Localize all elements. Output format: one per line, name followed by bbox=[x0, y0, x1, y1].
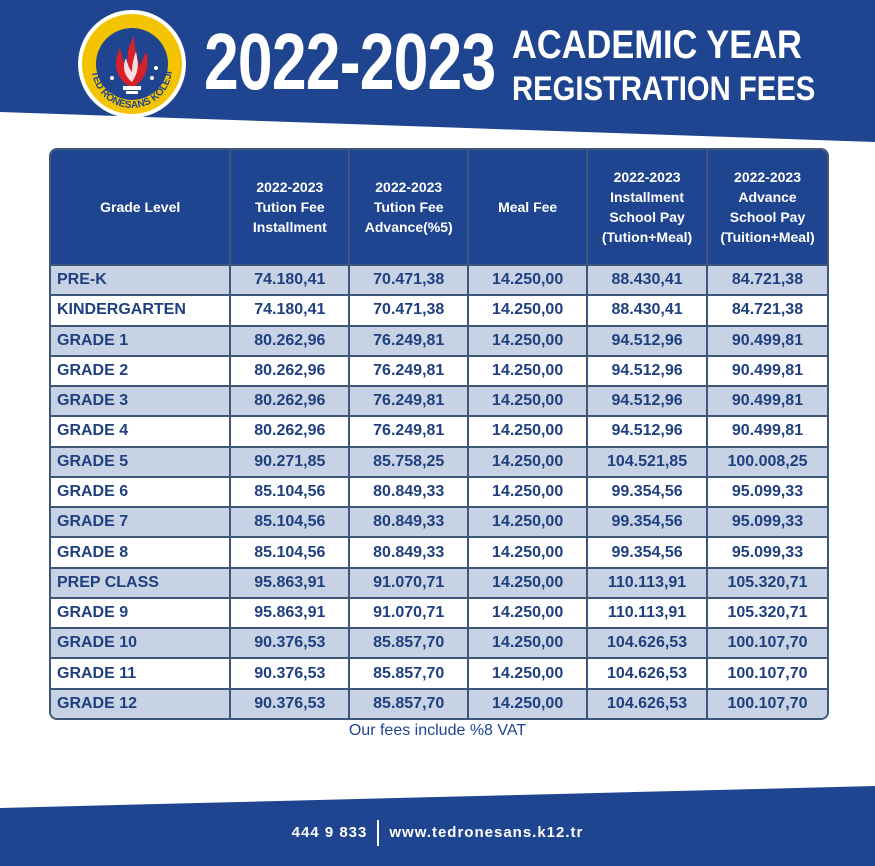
fee-cell: 100.107,70 bbox=[707, 628, 827, 658]
fee-cell: 88.430,41 bbox=[587, 265, 707, 295]
grade-level-cell: GRADE 5 bbox=[51, 447, 230, 477]
logo-text: TED RÖNESANS KOLEJİ bbox=[89, 70, 175, 112]
fee-cell: 14.250,00 bbox=[468, 568, 587, 598]
grade-level-cell: GRADE 1 bbox=[51, 326, 230, 356]
fee-cell: 94.512,96 bbox=[587, 356, 707, 386]
fee-cell: 76.249,81 bbox=[349, 386, 468, 416]
grade-level-cell: PREP CLASS bbox=[51, 568, 230, 598]
header-tuition-advance bbox=[349, 150, 468, 265]
fee-cell: 100.107,70 bbox=[707, 658, 827, 688]
title-line-1: ACADEMIC YEAR bbox=[512, 23, 802, 67]
fee-cell: 74.180,41 bbox=[230, 295, 349, 325]
fee-cell: 85.857,70 bbox=[349, 628, 468, 658]
fee-cell: 99.354,56 bbox=[587, 537, 707, 567]
fee-cell: 88.430,41 bbox=[587, 295, 707, 325]
header-line: Advance(%5) bbox=[364, 219, 453, 235]
vat-note: Our fees include %8 VAT bbox=[348, 722, 527, 739]
fees-table-container bbox=[49, 148, 829, 720]
header-line: Meal Fee bbox=[498, 199, 558, 215]
header-installment-school-pay bbox=[587, 150, 707, 265]
header-line: Advance bbox=[738, 189, 797, 205]
fee-cell: 94.512,96 bbox=[587, 326, 707, 356]
fee-cell: 84.721,38 bbox=[707, 265, 827, 295]
fee-cell: 104.626,53 bbox=[587, 689, 707, 718]
fee-cell: 94.512,96 bbox=[587, 416, 707, 446]
grade-level-cell: GRADE 11 bbox=[51, 658, 230, 688]
fee-cell: 90.376,53 bbox=[230, 628, 349, 658]
fee-cell: 105.320,71 bbox=[707, 598, 827, 628]
fee-cell: 91.070,71 bbox=[349, 598, 468, 628]
fee-cell: 70.471,38 bbox=[349, 265, 468, 295]
grade-level-cell: KINDERGARTEN bbox=[51, 295, 230, 325]
fee-cell: 14.250,00 bbox=[468, 265, 587, 295]
fee-cell: 14.250,00 bbox=[468, 598, 587, 628]
fee-cell: 95.099,33 bbox=[707, 537, 827, 567]
fee-cell: 99.354,56 bbox=[587, 477, 707, 507]
fee-cell: 76.249,81 bbox=[349, 416, 468, 446]
fee-cell: 105.320,71 bbox=[707, 568, 827, 598]
fee-cell: 80.849,33 bbox=[349, 507, 468, 537]
header-line: Installment bbox=[252, 219, 327, 235]
table-row bbox=[51, 689, 827, 718]
website-link[interactable]: www.tedronesans.k12.tr bbox=[389, 823, 584, 841]
header-line: 2022-2023 bbox=[375, 179, 443, 195]
fee-cell: 104.626,53 bbox=[587, 658, 707, 688]
fee-cell: 14.250,00 bbox=[468, 386, 587, 416]
fee-cell: 76.249,81 bbox=[349, 326, 468, 356]
fee-cell: 84.721,38 bbox=[707, 295, 827, 325]
grade-level-cell: GRADE 10 bbox=[51, 628, 230, 658]
fee-cell: 70.471,38 bbox=[349, 295, 468, 325]
fee-cell: 85.857,70 bbox=[349, 658, 468, 688]
table-row bbox=[51, 658, 827, 688]
title-line-2: REGISTRATION FEES bbox=[512, 70, 816, 108]
table-row bbox=[51, 295, 827, 325]
header-line: Installment bbox=[610, 189, 684, 205]
footer-contact bbox=[0, 820, 875, 846]
footer-divider bbox=[377, 820, 379, 846]
fee-cell: 14.250,00 bbox=[468, 628, 587, 658]
fee-cell: 110.113,91 bbox=[587, 598, 707, 628]
table-row bbox=[51, 598, 827, 628]
fee-cell: 80.262,96 bbox=[230, 416, 349, 446]
fee-cell: 85.104,56 bbox=[230, 537, 349, 567]
grade-level-cell: GRADE 8 bbox=[51, 537, 230, 567]
fee-cell: 95.863,91 bbox=[230, 568, 349, 598]
table-row bbox=[51, 537, 827, 567]
fee-cell: 14.250,00 bbox=[468, 658, 587, 688]
header-line: 2022-2023 bbox=[613, 169, 681, 185]
title-block bbox=[512, 22, 815, 110]
fee-cell: 14.250,00 bbox=[468, 507, 587, 537]
fee-cell: 100.107,70 bbox=[707, 689, 827, 718]
fee-cell: 14.250,00 bbox=[468, 416, 587, 446]
grade-level-cell: PRE-K bbox=[51, 265, 230, 295]
fee-cell: 80.849,33 bbox=[349, 537, 468, 567]
fee-cell: 14.250,00 bbox=[468, 537, 587, 567]
header-line: School Pay bbox=[609, 209, 685, 225]
header-advance-school-pay bbox=[707, 150, 827, 265]
grade-level-cell: GRADE 9 bbox=[51, 598, 230, 628]
fee-cell: 104.626,53 bbox=[587, 628, 707, 658]
fee-cell: 14.250,00 bbox=[468, 326, 587, 356]
fee-cell: 91.070,71 bbox=[349, 568, 468, 598]
fee-cell: 14.250,00 bbox=[468, 447, 587, 477]
year-heading: 2022-2023 bbox=[204, 17, 496, 106]
fees-table-body bbox=[51, 265, 827, 718]
fee-cell: 90.271,85 bbox=[230, 447, 349, 477]
table-header-row bbox=[51, 150, 827, 265]
fee-cell: 95.099,33 bbox=[707, 507, 827, 537]
header-tuition-installment bbox=[230, 150, 349, 265]
fee-cell: 76.249,81 bbox=[349, 356, 468, 386]
fee-cell: 90.376,53 bbox=[230, 689, 349, 718]
fee-cell: 80.849,33 bbox=[349, 477, 468, 507]
school-logo bbox=[76, 8, 188, 120]
fee-cell: 85.758,25 bbox=[349, 447, 468, 477]
header-line: (Tuition+Meal) bbox=[720, 229, 815, 245]
fee-cell: 95.863,91 bbox=[230, 598, 349, 628]
header-line: School Pay bbox=[729, 209, 806, 225]
header-line: 2022-2023 bbox=[734, 169, 801, 185]
fee-cell: 100.008,25 bbox=[707, 447, 827, 477]
grade-level-cell: GRADE 7 bbox=[51, 507, 230, 537]
fee-cell: 90.499,81 bbox=[707, 416, 827, 446]
fee-cell: 99.354,56 bbox=[587, 507, 707, 537]
table-row bbox=[51, 416, 827, 446]
fee-cell: 90.499,81 bbox=[707, 326, 827, 356]
grade-level-cell: GRADE 3 bbox=[51, 386, 230, 416]
fee-cell: 85.104,56 bbox=[230, 507, 349, 537]
fee-cell: 90.499,81 bbox=[707, 386, 827, 416]
grade-level-cell: GRADE 4 bbox=[51, 416, 230, 446]
phone-number[interactable]: 444 9 833 bbox=[291, 823, 368, 841]
table-row bbox=[51, 386, 827, 416]
fee-cell: 85.857,70 bbox=[349, 689, 468, 718]
grade-level-cell: GRADE 2 bbox=[51, 356, 230, 386]
header-meal-fee bbox=[468, 150, 587, 265]
fee-cell: 14.250,00 bbox=[468, 689, 587, 718]
fee-cell: 90.376,53 bbox=[230, 658, 349, 688]
fee-cell: 80.262,96 bbox=[230, 356, 349, 386]
table-row bbox=[51, 447, 827, 477]
fee-cell: 14.250,00 bbox=[468, 477, 587, 507]
fee-cell: 104.521,85 bbox=[587, 447, 707, 477]
table-row bbox=[51, 628, 827, 658]
header-line: 2022-2023 bbox=[256, 179, 324, 195]
header-line: Tution Fee bbox=[373, 199, 444, 215]
grade-level-cell: GRADE 12 bbox=[51, 689, 230, 718]
table-row bbox=[51, 507, 827, 537]
header-grade-level bbox=[51, 150, 230, 265]
table-row bbox=[51, 356, 827, 386]
fee-cell: 14.250,00 bbox=[468, 295, 587, 325]
table-row bbox=[51, 265, 827, 295]
header-line: (Tution+Meal) bbox=[601, 229, 693, 245]
header-line: Grade Level bbox=[100, 199, 181, 215]
fee-cell: 94.512,96 bbox=[587, 386, 707, 416]
fee-cell: 80.262,96 bbox=[230, 386, 349, 416]
fee-cell: 110.113,91 bbox=[587, 568, 707, 598]
table-row bbox=[51, 326, 827, 356]
table-row bbox=[51, 477, 827, 507]
fees-table bbox=[51, 150, 827, 718]
fee-cell: 90.499,81 bbox=[707, 356, 827, 386]
fee-cell: 14.250,00 bbox=[468, 356, 587, 386]
fee-cell: 95.099,33 bbox=[707, 477, 827, 507]
grade-level-cell: GRADE 6 bbox=[51, 477, 230, 507]
header-line: Tution Fee bbox=[254, 199, 325, 215]
fee-cell: 85.104,56 bbox=[230, 477, 349, 507]
table-row bbox=[51, 568, 827, 598]
fee-cell: 80.262,96 bbox=[230, 326, 349, 356]
fee-cell: 74.180,41 bbox=[230, 265, 349, 295]
